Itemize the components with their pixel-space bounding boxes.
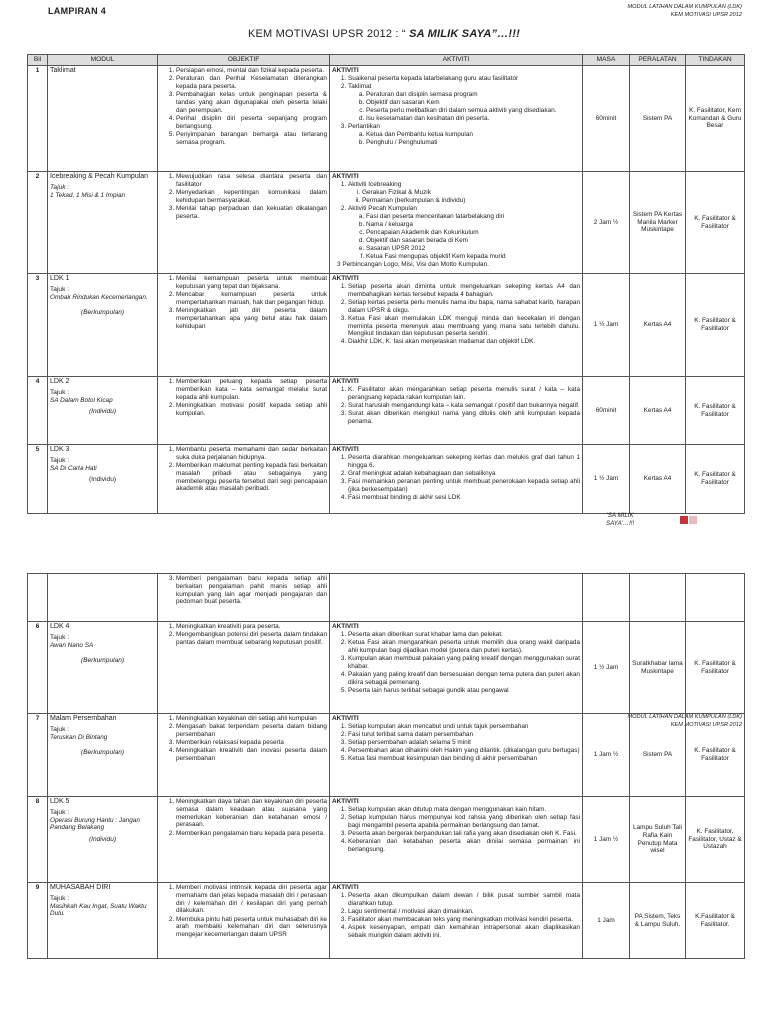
modul-title: LDK 2: [50, 378, 70, 386]
row-modul: [48, 274, 158, 377]
row-aktiviti: [330, 883, 583, 959]
tajuk-label: Tajuk :: [50, 456, 70, 464]
header-camp-line: KEM MOTIVASI UPSR 2012: [670, 721, 742, 728]
aktiviti-subitem: e. Sasaran UPSR 2012: [366, 245, 580, 253]
table-row: [28, 714, 745, 797]
aktiviti-heading: AKTIVITI: [332, 884, 359, 891]
row-tindakan: K. Fasilitator, Kem Komandan & Guru Besar: [686, 66, 745, 172]
mode-label: (Individu): [88, 476, 117, 484]
aktiviti-item: 4. Diakhir LDK, K. fasi akan menjelaskan matlamat dan objektif LDK.: [348, 338, 580, 346]
row-peralatan: Lampu Suluh Tali Rafia Kain Penutup Mata wisel: [630, 797, 686, 883]
row-modul: [48, 797, 158, 883]
aktiviti-heading: AKTIVITI: [332, 623, 359, 630]
row-tindakan: [686, 574, 745, 622]
row-peralatan: PA Sistem, Teks & Lampu Suluh.: [630, 883, 686, 959]
table-row: [28, 445, 745, 514]
row-objektif: [158, 172, 330, 274]
table-row: [28, 274, 745, 377]
aktiviti-heading: AKTIVITI: [332, 173, 359, 181]
color-swatch: [689, 516, 697, 524]
aktiviti-subitem: i. Gerakan Fizikal & Muzik: [362, 189, 580, 197]
row-tindakan: K. Fasilitator & Fasilitator: [686, 714, 745, 797]
aktiviti-subitem: c. Peserta perlu melibatkan diri dalam semua aktiviti yang disediakan.: [366, 107, 580, 115]
tajuk-label: Tajuk :: [50, 725, 70, 733]
row-masa: 60minit: [583, 377, 630, 445]
title-prefix: KEM MOTIVASI UPSR 2012 : “: [247, 28, 406, 40]
table-header-row: [28, 55, 745, 66]
footer-slogan-line: SAYA'…!!!: [606, 520, 635, 528]
aktiviti-heading: AKTIVITI: [332, 715, 359, 722]
row-aktiviti: [330, 622, 583, 714]
aktiviti-subitem: b. Nama / keluarga: [366, 221, 580, 229]
row-bil: 4: [28, 377, 48, 445]
aktiviti-item: 2. Ketua Fasi akan mengarahkan peserta untuk memilih dua orang wakil daripada ahli kumpulan bagi dijadikan model (putera dan puteri kertas).: [348, 639, 580, 655]
objektif-item: 2. Menyedarkan kepentingan komunikasi dalam kehidupan bermasyarakat.: [176, 189, 327, 205]
aktiviti-item: 3. Fasilitator akan membacakan teks yang meningkatkan motivasi kendiri peserta.: [348, 916, 580, 924]
col-header-masa: MASA: [583, 55, 630, 66]
aktiviti-item: [348, 123, 580, 147]
tajuk-name: SA Dalam Botol Kicap: [50, 396, 113, 404]
row-aktiviti: [330, 714, 583, 797]
col-header-peralatan: PERALATAN: [630, 55, 686, 66]
objektif-item: 2. Memberikan pengalaman baru kepada para peserta.: [176, 830, 327, 838]
table-row: [28, 797, 745, 883]
aktiviti-item: 2. Setiap kertas peserta perlu menulis nama ibu bapa, nama sahabat karib, harapan dalam UPSR & cikgu.: [348, 299, 580, 315]
row-masa: 1 ½ Jam: [583, 622, 630, 714]
objektif-item: 1. Meningkatkan keyakinan diri setiap ahli kumpulan: [176, 715, 327, 723]
row-modul: [48, 377, 158, 445]
objektif-item: 4. Meningkatkan kreativiti dan inovasi peserta dalam persembahan: [176, 747, 327, 763]
tajuk-label: Tajuk :: [50, 808, 70, 816]
row-objektif: [158, 714, 330, 797]
objektif-item: 1. Memberikan peluang kepada setiap peserta memberikan kata – kata semangat melalui surat kepada ahli kumpulan.: [176, 378, 327, 401]
aktiviti-item: 4. Persembahan akan dihakimi oleh Hakim yang dilantik. (dikalangan guru bertugas): [348, 747, 580, 755]
objektif-item: 2. Meningkatkan motivasi positif kepada setiap ahli kumpulan.: [176, 402, 327, 418]
tajuk-label: Tajuk :: [50, 894, 70, 902]
table-row: [28, 66, 745, 172]
aktiviti-subitem: f. Ketua Fasi mengupas objektif Kem kepada murid: [366, 253, 580, 261]
aktiviti-item: [348, 205, 580, 261]
col-header-aktiviti: AKTIVITI: [330, 55, 583, 66]
objektif-item: 2. Membuka pintu hati peserta untuk muhasabah diri ke arah membaiki kelemahan diri dan seterusnya mengejar kecemerlangan dalam UPSR: [176, 916, 327, 939]
row-peralatan: Kertas A4: [630, 274, 686, 377]
header-module-line: MODUL LATIHAN DALAM KUMPULAN (LDK): [627, 4, 742, 10]
objektif-item: 2. Mengasah bakat terpendam peserta dalam bidang persembahan: [176, 723, 327, 739]
objektif-item: 2. Peraturan dan Perihal Keselamatan diterangkan kepada para peserta.: [176, 75, 327, 91]
tajuk-name: SA Di Carta Hati: [50, 464, 97, 472]
row-bil: [28, 574, 48, 622]
footer-slogan: [606, 512, 634, 528]
aktiviti-item: 1. Peserta akan diberikan surat khabar lama dan pelekat.: [348, 631, 580, 639]
row-objektif: [158, 622, 330, 714]
aktiviti-subitem: b. Penghulu / Penghulumati: [366, 139, 580, 147]
row-masa: 60minit: [583, 66, 630, 172]
mode-label: (Berkumpulan): [80, 749, 125, 757]
row-masa: 1 Jam ½: [583, 797, 630, 883]
tajuk-label: Tajuk :: [50, 388, 70, 396]
module-table: [27, 54, 745, 514]
row-objektif: [158, 445, 330, 514]
aktiviti-item: 2. Lagu sentimental / motivasi akan dimainkan.: [348, 908, 580, 916]
row-aktiviti: [330, 797, 583, 883]
aktiviti-item-text: Aktiviti Icebreaking: [348, 180, 402, 188]
aktiviti-item: 1. Peserta akan dikumpulkan dalam dewan / bilik pusat sumber sambil mata diarahkan tutup.: [348, 892, 580, 908]
row-peralatan: Kertas A4: [630, 377, 686, 445]
row-peralatan: Sistem PA Kertas Manila Marker Muskintape: [630, 172, 686, 274]
aktiviti-item: 1. Setiap peserta akan diminta untuk mengeluarkan sekeping kertas A4 dan membahagikan kertas tersebut kepada 4 bahagian.: [348, 283, 580, 299]
row-modul: [48, 66, 158, 172]
footer-slogan-line: 'SA MILIK: [606, 512, 634, 519]
col-header-bil: Bil: [28, 55, 48, 66]
aktiviti-heading: AKTIVITI: [332, 378, 359, 386]
objektif-item: 1. Meningkatkan daya tahan dan keyakinan diri peserta semasa dalam keadaan atau suasana yang memerlukan keberanian dan ketahanan emosi / perasaan.: [176, 798, 327, 829]
aktiviti-item: 4. Pakaian yang paling kreatif dan bersesuaian dengan tema putera dan puteri akan dikira sebagai pemenang.: [348, 671, 580, 687]
aktiviti-subitem: b. Objektif dan sasaran Kem: [366, 99, 580, 107]
aktiviti-subitem: a. Peraturan dan disiplin semasa program: [366, 91, 580, 99]
tajuk-name: Teruskan Di Bintang: [50, 733, 108, 741]
aktiviti-item-text: Suaikenal peserta kepada latarbelakang guru atau fasilitator: [348, 74, 519, 82]
row-bil: 3: [28, 274, 48, 377]
modul-title: Taklimat: [50, 67, 76, 75]
row-aktiviti: [330, 172, 583, 274]
row-tindakan: K. Fasilitator & Fasilitator: [686, 172, 745, 274]
row-masa: 1 ½ Jam: [583, 274, 630, 377]
row-objektif: [158, 883, 330, 959]
row-peralatan: Suratkhabar lama Muskintape: [630, 622, 686, 714]
objektif-item: 1. Memberi motivasi intrinsik kepada diri peserta agar memahami dan jelas kepada masalah diri / perasaan diri / kelemahan diri / kesilapan diri yang pernah dilakukan.: [176, 884, 327, 915]
mode-label: (Berkumpulan): [80, 657, 125, 665]
objektif-item: 1. Meningkatkan kreativiti para peserta.: [176, 623, 327, 631]
objektif-item: 2. Mengembangkan potensi diri peserta dalam tindakan pantas dalam membuat sebarang keputusan positif.: [176, 631, 327, 647]
table-row: [28, 883, 745, 959]
row-peralatan: Sistem PA: [630, 714, 686, 797]
aktiviti-item-text: Perlantikan: [348, 123, 380, 131]
objektif-item: 3. Meningkatkan jati diri peserta dalam mempertahankan apa yang betul atau hak dalam kehidupan: [176, 307, 327, 330]
aktiviti-subitem: a. Fasi dan peserta menceritakan latarbelakang diri: [366, 213, 580, 221]
row-bil: 2: [28, 172, 48, 274]
aktiviti-item: 3. Kumpulan akan membuat pakaian yang paling kreatif dengan menggunakan surat khabar.: [348, 655, 580, 671]
aktiviti-item: 4. Aspek kesenyapan, empati dan kemahiran intrapersonal akan diaplikasikan sebaik mungkin dalam aktiviti ini.: [348, 924, 580, 940]
row-masa: 1 Jam ½: [583, 714, 630, 797]
aktiviti-heading: AKTIVITI: [332, 275, 359, 283]
lampiran-label: LAMPIRAN 4: [48, 6, 107, 16]
module-table-continued: [27, 573, 745, 959]
row-tindakan: K. Fasilitator & Fasilitator: [686, 274, 745, 377]
row-modul: [48, 883, 158, 959]
table-row: [28, 377, 745, 445]
row-bil: 9: [28, 883, 48, 959]
aktiviti-item: 2. Fasi turut terlibat sama dalam persembahan: [348, 731, 580, 739]
modul-title: LDK 3: [50, 446, 70, 454]
mode-label: (Berkumpulan): [80, 309, 125, 317]
row-aktiviti: [330, 274, 583, 377]
aktiviti-item: 3. Setiap persembahan adalah selama 5 minit: [348, 739, 580, 747]
modul-title: Malam Persembahan: [50, 715, 117, 722]
aktiviti-item: 2. Graf meningkat adalah kebahagiaan dan sebaliknya: [348, 470, 580, 478]
aktiviti-item: 1. Setiap kumpulan akan mencabut undi untuk tajuk persembahan: [348, 723, 580, 731]
modul-title: LDK 1: [50, 275, 70, 283]
modul-title: MUHASABAH DIRI: [50, 884, 111, 891]
row-aktiviti: [330, 574, 583, 622]
row-aktiviti: [330, 445, 583, 514]
objektif-item: 1. Menilai kemampuan peserta untuk membuat keputusan yang tepat dan bijaksana.: [176, 275, 327, 291]
row-modul: [48, 172, 158, 274]
tajuk-label: Tajuk :: [50, 285, 70, 293]
row-objektif: [158, 66, 330, 172]
objektif-item: 4. Perihal disiplin diri peserta sepanjang program berlangsung.: [176, 115, 327, 131]
col-header-objektif: OBJEKTIF: [158, 55, 330, 66]
objektif-item: 2. Mencabar kemampuan peserta untuk mempertahankan maruah, hak dan pegangan hidup.: [176, 291, 327, 307]
row-tindakan: K.Fasilitator & Fasilitator.: [686, 883, 745, 959]
aktiviti-subitem: a. Ketua dan Pembantu ketua kumpulan: [366, 131, 580, 139]
row-objektif: [158, 574, 330, 622]
tajuk-name: Operasi Burung Hantu : Jangan Pandang Belakang: [50, 816, 140, 832]
tajuk-name: Ombak Rindukan Kecemerlangan.: [50, 293, 148, 301]
row-modul: [48, 445, 158, 514]
col-header-tindakan: TINDAKAN: [686, 55, 745, 66]
aktiviti-item: 4. Keberanian dan ketabahan peserta akan dinilai semasa permainan ini berlangsung.: [348, 838, 580, 854]
row-bil: 1: [28, 66, 48, 172]
row-masa: 1 ½ Jam: [583, 445, 630, 514]
row-peralatan: Kertas A4: [630, 445, 686, 514]
row-peralatan: Sistem PA: [630, 66, 686, 172]
row-masa: 1 Jam: [583, 883, 630, 959]
modul-title: Icebreaking & Pecah Kumpulan: [50, 173, 149, 181]
row-bil: 6: [28, 622, 48, 714]
aktiviti-item-text: Aktiviti Pecah Kumpulan: [348, 204, 417, 212]
col-header-modul: MODUL: [48, 55, 158, 66]
aktiviti-item: 2. Surat haruslah mengandungi kata – kata semangat / positif dan bukannya negatif.: [348, 402, 580, 410]
title-italic: SA MILIK SAYA”…!!!: [405, 28, 521, 40]
table-row: [28, 574, 745, 622]
aktiviti-heading: AKTIVITI: [332, 67, 359, 75]
color-swatch: [680, 516, 688, 524]
modul-title: LDK 4: [50, 623, 70, 630]
row-aktiviti: [330, 377, 583, 445]
aktiviti-heading: AKTIVITI: [332, 446, 359, 454]
objektif-item: 3. Pembahagian kelas untuk penginapan peserta & tandas yang akan digunapakai oleh peserta lelaki dan perempuan.: [176, 91, 327, 114]
objektif-item: 3. Menilai tahap perpaduan dan kekuatan dikalangan peserta.: [176, 205, 327, 221]
row-bil: 5: [28, 445, 48, 514]
aktiviti-item: 1. Peserta diarahkan mengeluarkan sekeping kertas dan melukis graf dari tahun 1 hingga 6.: [348, 454, 580, 470]
header-module-line: MODUL LATIHAN DALAM KUMPULAN (LDK): [627, 714, 742, 720]
row-modul: [48, 714, 158, 797]
mode-label: (Individu): [88, 408, 117, 416]
row-peralatan: [630, 574, 686, 622]
table-row: [28, 622, 745, 714]
aktiviti-subitem: d. Isu keselamatan dan kesihatan diri peserta.: [366, 115, 580, 123]
mode-label: (Individu): [88, 836, 117, 844]
aktiviti-item-text: 3 Perbincangan Logo, Misi, Visi dan Motto Kumpulan.: [337, 261, 489, 269]
aktiviti-subitem: c. Pencapaian Akademik dan Kokurikulum: [366, 229, 580, 237]
row-tindakan: K. Fasilitator, Fasilitator, Ustaz & Ustazah: [686, 797, 745, 883]
aktiviti-item: 2. Setiap kumpulan harus mempunyai kod rahsia yang diberikan oleh setiap fasi bagi mengambil peserta apabila permainan berlangsung dan tamat.: [348, 814, 580, 830]
aktiviti-item: 3. Ketua Fasi akan memulakan LDK menguji minda dan kecekalan iri dengan meminta peserta merenyuk atau membuang yang mana satu terlebih dahulu. Mengikut tindakan dan keputusan peserta sendiri.: [348, 315, 580, 338]
tajuk-name: Awan Nano SA: [50, 641, 94, 649]
aktiviti-item: 3. Fasi memainkan peranan penting untuk membuat penerokaan kepada setiap ahli (jika berkesempatan): [348, 478, 580, 494]
aktiviti-item: 5. Peserta lain harus terlibat sebagai gundik atau pengawal: [348, 687, 580, 695]
table-row: [28, 172, 745, 274]
objektif-item: 1. Persiapan emosi, mental dan fizikal kepada peserta.: [176, 67, 327, 75]
aktiviti-item: 3. Peserta akan bergerak berpandukan tali rafia yang akan disediakan oleh K. Fasi.: [348, 830, 580, 838]
row-tindakan: K. Fasilitator & Fasilitator: [686, 445, 745, 514]
objektif-item: 1. Mewujudkan rasa selesa diantara peserta dan fasilitator: [176, 173, 327, 189]
row-tindakan: K. Fasilitator & Fasilitator: [686, 622, 745, 714]
row-modul: [48, 622, 158, 714]
header-camp-line: KEM MOTIVASI UPSR 2012: [670, 11, 742, 18]
aktiviti-item: 1. Setiap kumpulan akan ditutup mata dengan menggunakan kain hitam.: [348, 806, 580, 814]
tajuk-name: 1 Tekad, 1 Misi & 1 Impian: [50, 191, 126, 199]
aktiviti-item: [348, 181, 580, 205]
objektif-item: 3. Memberi pengalaman baru kepada setiap ahli berkaitan pengalaman pahit manis setiap ahli kumpulan yang lain agar menjadi pengajaran dan pedoman buat peserta.: [176, 575, 327, 606]
row-tindakan: K. Fasilitator & Fasilitator: [686, 377, 745, 445]
aktiviti-item: 3. Surat akan diberikan mengikut nama yang ditulis oleh ahli kumpulan kepada penama.: [348, 410, 580, 426]
row-aktiviti: [330, 66, 583, 172]
aktiviti-item: 5. Ketua fasi membuat kesimpulan dan binding di akhir persembahan: [348, 755, 580, 763]
row-objektif: [158, 797, 330, 883]
tajuk-name: Masihkah Kau Ingat, Suatu Waktu Dulu.: [50, 902, 147, 918]
page-header-right: [628, 4, 743, 19]
row-masa: 2 Jam ½: [583, 172, 630, 274]
objektif-item: 1. Membantu peserta memahami dan sedar berkaitan suka duka perjalanan hidupnya.: [176, 446, 327, 462]
aktiviti-subitem: d. Objektif dan sasaran berada di Kem: [366, 237, 580, 245]
aktiviti-item: 1. K. Fasilitator akan mengarahkan setiap peserta menulis surat / kata – kata perangsang kepada rakan kumpulan lain.: [348, 386, 580, 402]
row-bil: 7: [28, 714, 48, 797]
row-objektif: [158, 377, 330, 445]
row-bil: 8: [28, 797, 48, 883]
aktiviti-heading: AKTIVITI: [332, 798, 359, 805]
objektif-item: 3. Memberikan relaksasi kepada peserta: [176, 739, 327, 747]
aktiviti-subitem: ii. Permainan (berkumpulan & individu): [362, 197, 580, 205]
objektif-item: 2. Memberikan maklumat penting kepada fasi berkaitan masalah pribadi atau sebagainya yang membelenggu peserta tersebut dari segi pencapaian akademik atau masalah peribadi.: [176, 462, 327, 493]
page-title: [0, 28, 768, 41]
objektif-item: 5. Penyimpanan barangan berharga atau terlarang semasa program.: [176, 131, 327, 147]
row-objektif: [158, 274, 330, 377]
tajuk-label: Tajuk :: [50, 183, 70, 191]
aktiviti-item: [348, 75, 580, 83]
aktiviti-item: 4. Fasi membuat binding di akhir sesi LDK: [348, 494, 580, 502]
aktiviti-item: [348, 83, 580, 123]
row-modul: [48, 574, 158, 622]
tajuk-label: Tajuk :: [50, 633, 70, 641]
modul-title: LDK 5: [50, 798, 70, 805]
aktiviti-item-text: Taklimat: [348, 82, 372, 90]
row-masa: [583, 574, 630, 622]
